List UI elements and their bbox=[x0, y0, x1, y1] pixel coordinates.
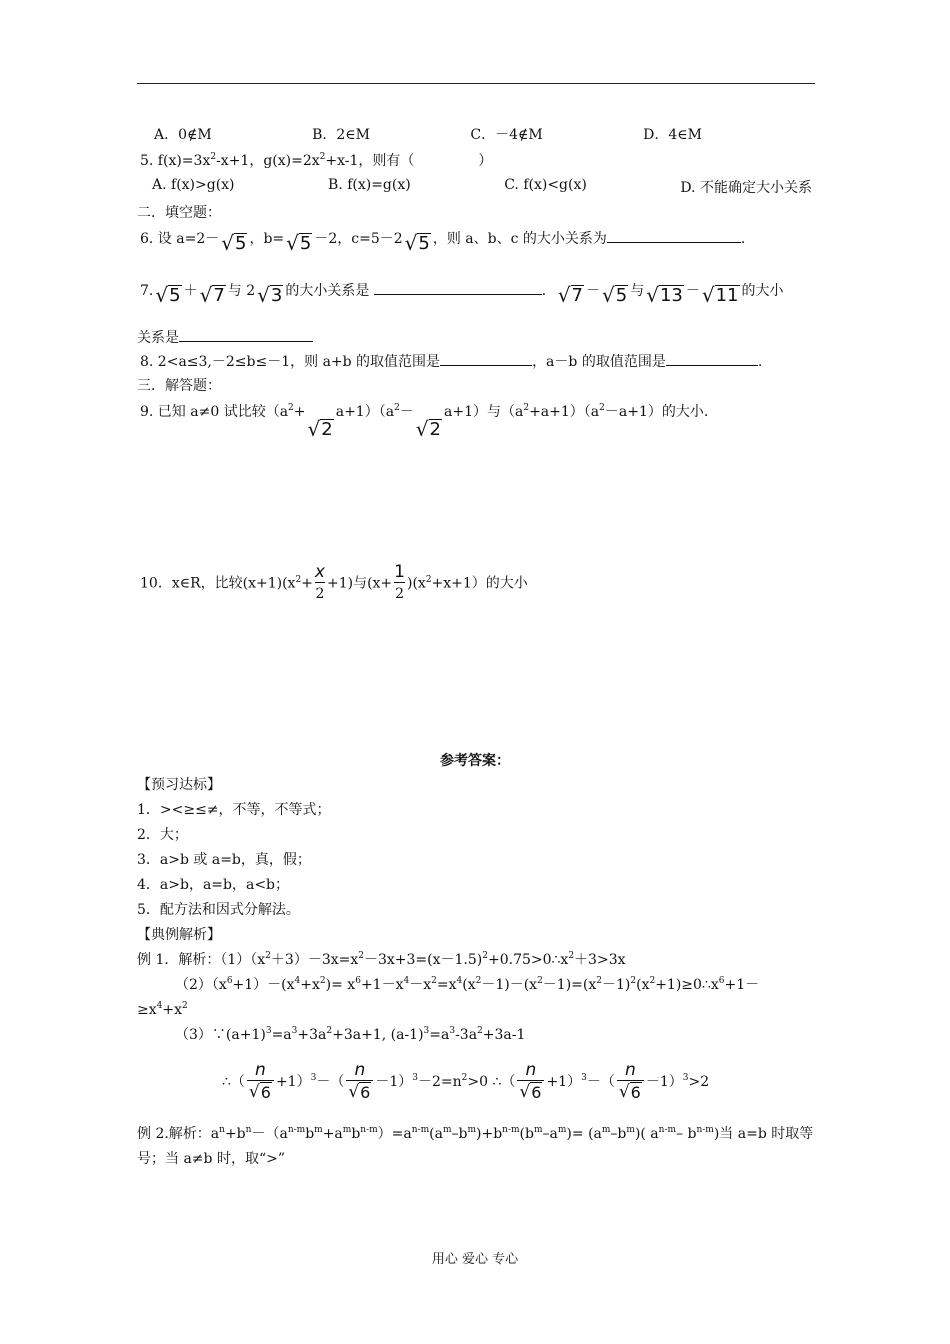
option-b: B．2∈M bbox=[312, 127, 371, 143]
preview-item: 2．大； bbox=[137, 827, 188, 843]
sqrt-5: √ 5 bbox=[404, 231, 430, 255]
answers-title: 参考答案： bbox=[440, 753, 510, 769]
q5-option-d: D. 不能确定大小关系 bbox=[680, 180, 812, 196]
sqrt-3: √ 3 bbox=[257, 283, 283, 307]
q5-option-b: B. f(x)=g(x) bbox=[328, 177, 411, 193]
q9: 9. 已知 a≠0 试比较（$a^2+$ √ 2 $a+1)(a^2-$ √ 2 a+1）与$(a^2+a+1)(a^2-a+1)$的大小. bbox=[140, 403, 709, 441]
sqrt-5: √ 5 bbox=[221, 231, 247, 255]
ex2-line1: 例 2.解析：$a^n+b^n-(a^{n-m}b^m+a^mb^{n-m})=a^{n-m}(a^m-b^m)+b^{n-m}(b^m-a^m)= (a^m-b^m)$( $a^{n-m}-$ $b^{n-m}$)当 a=b 时取等 bbox=[137, 1125, 814, 1142]
q5-options bbox=[152, 177, 812, 197]
preview-title: 【预习达标】 bbox=[137, 777, 221, 793]
ex1-part3-conclusion: ∴（ n √ 6 +1）$^3$－（ n √ 6 $-1)^3-2=n^2>0$ ∴（ n √ 6 +1）$^3$－（ n √ 6 －1）$^3$>2 bbox=[222, 1060, 710, 1102]
q8-answer-blank-1[interactable] bbox=[440, 351, 532, 366]
fraction-n-over-sqrt6: n √ 6 bbox=[247, 1060, 274, 1104]
ex1-part2-cont: $\ge x^4+x^2$ bbox=[137, 1001, 188, 1018]
q6-answer-blank[interactable] bbox=[607, 228, 741, 243]
preview-item: 4．a>b，a=b，a<b； bbox=[137, 877, 290, 893]
section-answer-questions: 三．解答题： bbox=[137, 378, 221, 394]
examples-title: 【典例解析】 bbox=[137, 927, 221, 943]
fraction-x-over-2: $\frac{x}{2}$ bbox=[314, 562, 325, 602]
sqrt-2: √ 2 bbox=[415, 417, 441, 441]
q5-option-a: A. f(x)>g(x) bbox=[152, 177, 235, 193]
ex2-line2: 号；当 a≠b 时，取“>” bbox=[137, 1151, 285, 1167]
option-d: D．4∈M bbox=[643, 127, 702, 143]
q7-answer-blank-1[interactable] bbox=[374, 280, 542, 295]
q4-options bbox=[154, 124, 814, 144]
option-c: C．－4∉M bbox=[470, 127, 543, 143]
fraction-n-over-sqrt6: n √ 6 bbox=[517, 1060, 544, 1104]
q7-answer-blank-2[interactable] bbox=[179, 327, 313, 342]
sqrt-7: √ 7 bbox=[199, 283, 225, 307]
q8-answer-blank-2[interactable] bbox=[666, 351, 758, 366]
sqrt-7: √ 7 bbox=[557, 283, 583, 307]
fraction-1-over-2: $\frac{1}{2}$ bbox=[394, 562, 405, 602]
header-rule bbox=[137, 83, 815, 84]
fraction-n-over-sqrt6: n √ 6 bbox=[617, 1060, 644, 1104]
ex1-part1: 例 1．解析：$(1)(x^2+3)-3x=x^2-3x+3=(x-1.5)^2+0.75>0\therefore x^2+3>3x$ bbox=[137, 951, 626, 968]
q6: 6. 设 a=2－ √ 5 ，b= √ 5 －2，c=5－2 √ 5 ，则 a、b、c 的大小关系为 . bbox=[140, 228, 745, 254]
q7-cont: 关系是 bbox=[137, 327, 313, 348]
sqrt-11: √ 11 bbox=[701, 283, 739, 307]
sqrt-5: √ 5 bbox=[601, 283, 628, 307]
preview-item: 3．a>b 或 a=b，真，假； bbox=[137, 852, 311, 868]
q5-stem: 5. $f(x)=3x^2-x+1$，$g(x)=2x^2+x-1$，则有（ ） bbox=[140, 152, 493, 169]
preview-item: 1．><≥≤≠，不等，不等式； bbox=[137, 802, 331, 818]
option-a: A．0∉M bbox=[154, 127, 212, 143]
ex1-part2: $(2)(x^6+1)-(x^4+x^2)=$ $x^6+1-x^4-x^2=x^4(x^2-1)-(x^2-1)=(x^2-1)^2(x^2+1)\ge 0\therefore x^6+1-$ bbox=[175, 976, 760, 993]
sqrt-5: √ 5 bbox=[155, 283, 181, 307]
fraction-n-over-sqrt6: n √ 6 bbox=[346, 1060, 373, 1104]
q10: 10．x∈R，比较$(x+1)(x^2+$ $\frac{x}{2}$ +1)与(x+ $\frac{1}{2}$ )$(x^2+x+1)$的大小 bbox=[140, 562, 528, 605]
preview-item: 5．配方法和因式分解法。 bbox=[137, 902, 300, 918]
footer-slogan: 用心 爱心 专心 bbox=[431, 1252, 519, 1267]
q8: 8. 2<a≤3,－2≤b≤－1，则 a+b 的取值范围是 ，a－b 的取值范围是 . bbox=[140, 351, 762, 372]
ex1-part3: $(3)\because(a+1)^3=a^3+3a^2+3a+1$, $(a-1)^3=a^3-3a^2+3a-1$ bbox=[175, 1026, 526, 1043]
sqrt-13: √ 13 bbox=[646, 283, 683, 307]
q5-option-c: C. f(x)<g(x) bbox=[504, 177, 587, 193]
q7: 7. √ 5 ＋ √ 7 与 2 √ 3 的大小关系是 ． √ 7 － √ 5 与 √ 13 － √ 11 的大小 bbox=[140, 280, 784, 306]
sqrt-5: √ 5 bbox=[286, 231, 312, 255]
sqrt-2: √ 2 bbox=[307, 417, 333, 441]
section-fill-in: 二．填空题： bbox=[137, 205, 221, 221]
